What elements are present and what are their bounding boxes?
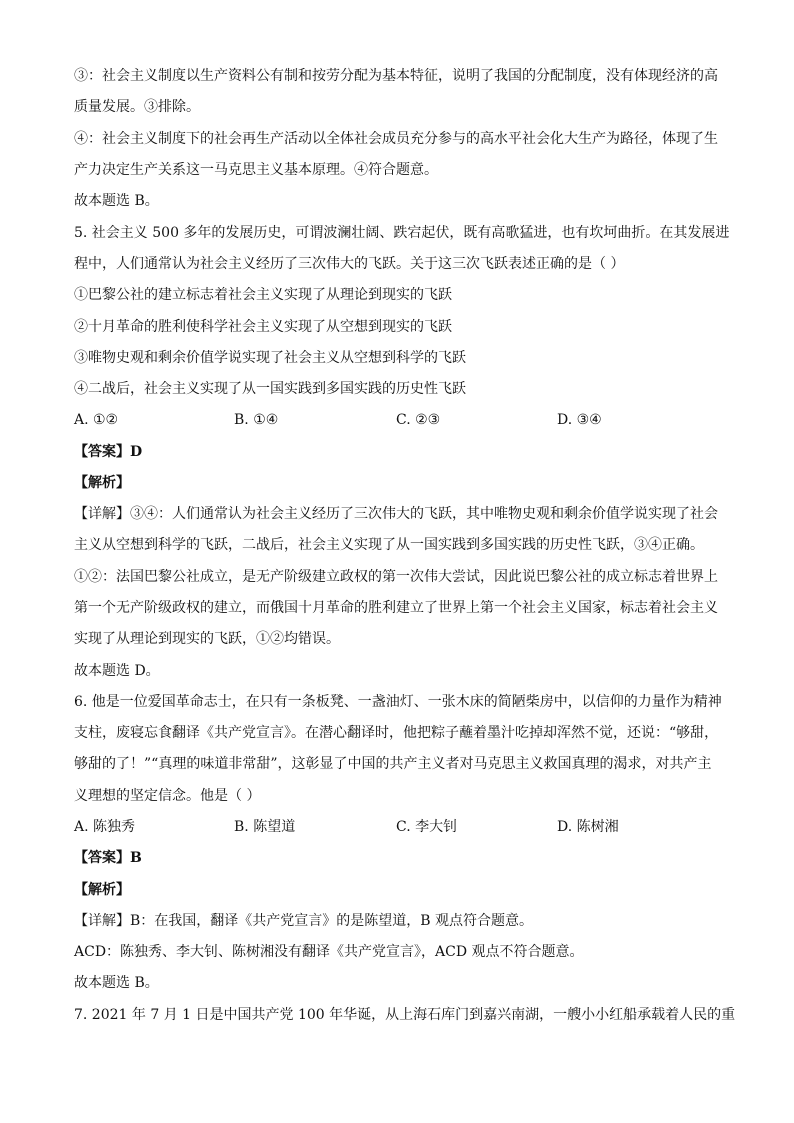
q5-option-c: C. ②③ [396, 412, 441, 428]
q6-conclusion: 故本题选 B。 [74, 975, 159, 991]
q6-option-b: B. 陈望道 [234, 819, 296, 835]
q5-statement-2: ②十月革命的胜利使科学社会主义实现了从空想到现实的飞跃 [74, 319, 452, 335]
q5-analysis-label: 【解析】 [74, 475, 130, 491]
q6-detail-line-1: 【详解】B：在我国，翻译《共产党宣言》的是陈望道，B 观点符合题意。 [74, 913, 534, 929]
q6-stem-line-1: 6. 他是一位爱国革命志士，在只有一条板凳、一盏油灯、一张木床的简陋柴房中，以信仰的力量作为精神 [74, 694, 722, 710]
q6-stem-line-2: 支柱，废寝忘食翻译《共产党宣言》。在潜心翻译时，他把粽子蘸着墨汁吃掉却浑然不觉，还说：“够甜， [74, 725, 719, 741]
q5-stem-line-1: 5. 社会主义 500 多年的发展历史，可谓波澜壮阔、跌宕起伏，既有高歌猛进，也有坎坷曲折。在其发展进 [74, 225, 730, 241]
q4-analysis-line-1: ③：社会主义制度以生产资料公有制和按劳分配为基本特征，说明了我国的分配制度，没有体现经济的高 [74, 68, 718, 84]
q7-stem-line-1: 7. 2021 年 7 月 1 日是中国共产党 100 年华诞，从上海石库门到嘉兴南湖，一艘小小红船承载着人民的重 [74, 1007, 736, 1023]
q5-stem-line-2: 程中，人们通常认为社会主义经历了三次伟大的飞跃。关于这三次飞跃表述正确的是（ ） [74, 256, 625, 272]
q6-option-a: A. 陈独秀 [74, 819, 136, 835]
q6-stem-line-3: 够甜的了！”“真理的味道非常甜”，这彰显了中国的共产主义者对马克思主义救国真理的渴求，对共产主 [74, 756, 712, 772]
q5-statement-1: ①巴黎公社的建立标志着社会主义实现了从理论到现实的飞跃 [74, 287, 452, 303]
q5-detail-line-3: ①②：法国巴黎公社成立，是无产阶级建立政权的第一次伟大尝试，因此说巴黎公社的成立标志着世界上 [74, 569, 718, 585]
q4-analysis-line-4: 产力决定生产关系这一马克思主义基本原理。④符合题意。 [74, 162, 438, 178]
q6-option-c: C. 李大钊 [396, 819, 458, 835]
q5-detail-line-4: 第一个无产阶级政权的建立，而俄国十月革命的胜利建立了世界上第一个社会主义国家，标志着社会主义 [74, 600, 718, 616]
q4-conclusion: 故本题选 B。 [74, 193, 159, 209]
q4-analysis-line-3: ④：社会主义制度下的社会再生产活动以全体社会成员充分参与的高水平社会化大生产为路径，体现了生 [74, 131, 718, 147]
q6-detail-line-2: ACD：陈独秀、李大钊、陈树湘没有翻译《共产党宣言》，ACD 观点不符合题意。 [74, 944, 584, 960]
q5-conclusion: 故本题选 D。 [74, 663, 160, 679]
q6-stem-line-4: 义理想的坚定信念。他是（ ） [74, 788, 261, 804]
q5-detail-line-1: 【详解】③④：人们通常认为社会主义经历了三次伟大的飞跃，其中唯物史观和剩余价值学说实现了社会 [74, 506, 718, 522]
q5-detail-line-5: 实现了从理论到现实的飞跃，①②均错误。 [74, 631, 340, 647]
q5-detail-line-2: 主义从空想到科学的飞跃，二战后，社会主义实现了从一国实践到多国实践的历史性飞跃，③④正确。 [74, 537, 704, 553]
q5-statement-3: ③唯物史观和剩余价值学说实现了社会主义从空想到科学的飞跃 [74, 350, 466, 366]
q5-statement-4: ④二战后，社会主义实现了从一国实践到多国实践的历史性飞跃 [74, 381, 466, 397]
q5-option-a: A. ①② [74, 412, 119, 428]
q6-answer: 【答案】B [74, 850, 142, 866]
q5-answer: 【答案】D [74, 444, 143, 460]
q6-option-d: D. 陈树湘 [557, 819, 619, 835]
q4-analysis-line-2: 质量发展。③排除。 [74, 99, 200, 115]
q5-option-d: D. ③④ [557, 412, 602, 428]
q6-analysis-label: 【解析】 [74, 882, 130, 898]
q5-option-b: B. ①④ [234, 412, 279, 428]
